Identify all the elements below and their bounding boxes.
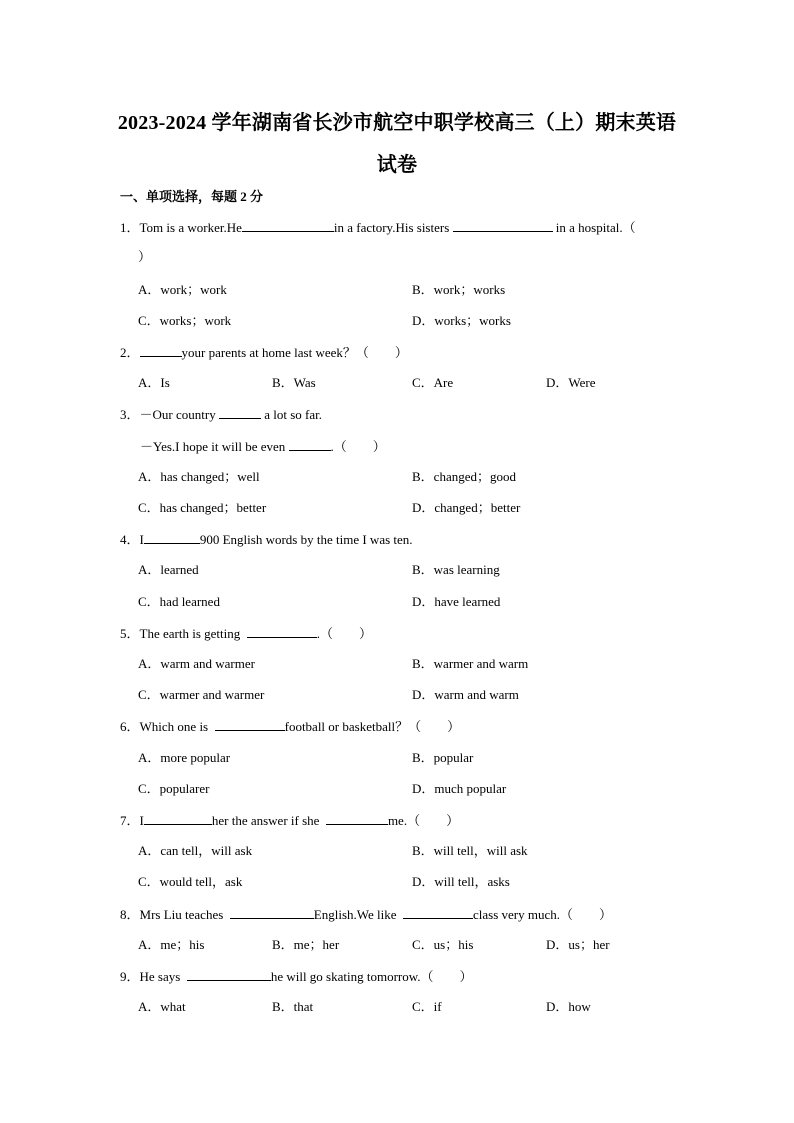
- question-3-stem: 3．－Our country a lot so far.: [120, 407, 322, 422]
- answer-blank[interactable]: [289, 438, 331, 451]
- question-6-option-b[interactable]: B．popular: [412, 750, 474, 765]
- answer-blank[interactable]: [326, 812, 388, 825]
- section-heading: 一、单项选择，每题 2 分: [120, 189, 264, 204]
- question-6-stem: 6．Which one is football or basketball？（ ）: [120, 719, 461, 734]
- question-8-option-b[interactable]: B．me；her: [272, 937, 340, 952]
- question-5-option-c[interactable]: C．warmer and warmer: [138, 687, 265, 702]
- question-9-stem: 9．He says he will go skating tomorrow.（ ）: [120, 969, 473, 984]
- answer-blank[interactable]: [187, 968, 271, 981]
- question-9-option-d[interactable]: D．how: [546, 999, 591, 1014]
- question-7-option-c[interactable]: C．would tell，ask: [138, 874, 243, 889]
- question-6-option-d[interactable]: D．much popular: [412, 781, 507, 796]
- answer-blank[interactable]: [219, 406, 261, 419]
- question-5-option-d[interactable]: D．warm and warm: [412, 687, 519, 702]
- question-3-option-a[interactable]: A．has changed；well: [138, 469, 260, 484]
- question-8-option-c[interactable]: C．us；his: [412, 937, 474, 952]
- answer-blank[interactable]: [247, 625, 317, 638]
- question-6-option-c[interactable]: C．popularer: [138, 781, 210, 796]
- answer-blank[interactable]: [144, 531, 200, 544]
- question-1-continued: ）: [138, 249, 152, 264]
- answer-blank[interactable]: [403, 906, 473, 919]
- question-1-option-b[interactable]: B．work；works: [412, 282, 506, 297]
- question-5-option-b[interactable]: B．warmer and warm: [412, 656, 529, 671]
- question-2-option-b[interactable]: B．Was: [272, 375, 316, 390]
- question-6-option-a[interactable]: A．more popular: [138, 750, 231, 765]
- question-9-option-c[interactable]: C．if: [412, 999, 442, 1014]
- question-4-option-d[interactable]: D．have learned: [412, 594, 501, 609]
- answer-blank[interactable]: [230, 906, 314, 919]
- question-8-stem: 8．Mrs Liu teaches English.We like class very much.（ ）: [120, 907, 613, 922]
- question-1-option-c[interactable]: C．works；work: [138, 313, 232, 328]
- page-title: 2023-2024 学年湖南省长沙市航空中职学校高三（上）期末英语: [117, 112, 677, 134]
- question-4-option-c[interactable]: C．had learned: [138, 594, 220, 609]
- question-4-option-b[interactable]: B．was learning: [412, 562, 500, 577]
- question-3-option-c[interactable]: C．has changed；better: [138, 500, 267, 515]
- question-3-option-d[interactable]: D．changed；better: [412, 500, 521, 515]
- answer-blank[interactable]: [242, 219, 334, 232]
- question-7-option-d[interactable]: D．will tell，asks: [412, 874, 510, 889]
- question-2-option-a[interactable]: A．Is: [138, 375, 170, 390]
- answer-blank[interactable]: [144, 812, 212, 825]
- question-1-option-d[interactable]: D．works；works: [412, 313, 511, 328]
- answer-blank[interactable]: [453, 219, 553, 232]
- question-7-option-a[interactable]: A．can tell，will ask: [138, 843, 253, 858]
- answer-blank[interactable]: [140, 344, 182, 357]
- question-8-option-a[interactable]: A．me；his: [138, 937, 205, 952]
- question-5-option-a[interactable]: A．warm and warmer: [138, 656, 255, 671]
- question-3-line-2: －Yes.I hope it will be even .（ ）: [140, 439, 386, 454]
- question-2-option-c[interactable]: C．Are: [412, 375, 454, 390]
- question-9-option-b[interactable]: B．that: [272, 999, 314, 1014]
- question-7-option-b[interactable]: B．will tell，will ask: [412, 843, 528, 858]
- question-2-option-d[interactable]: D．Were: [546, 375, 596, 390]
- question-2-stem: 2． your parents at home last week？（ ）: [120, 345, 408, 360]
- question-1-option-a[interactable]: A．work；work: [138, 282, 227, 297]
- answer-blank[interactable]: [215, 718, 285, 731]
- question-7-stem: 7．I her the answer if she me.（ ）: [120, 813, 460, 828]
- question-4-option-a[interactable]: A．learned: [138, 562, 199, 577]
- question-1-stem: 1．Tom is a worker.He in a factory.His sisters in a hospital.（: [120, 220, 636, 235]
- question-9-option-a[interactable]: A．what: [138, 999, 186, 1014]
- page-title-continued: 试卷: [376, 154, 418, 176]
- question-5-stem: 5．The earth is getting .（ ）: [120, 626, 372, 641]
- question-4-stem: 4．I 900 English words by the time I was ten.: [120, 532, 413, 547]
- question-3-option-b[interactable]: B．changed；good: [412, 469, 516, 484]
- question-8-option-d[interactable]: D．us；her: [546, 937, 610, 952]
